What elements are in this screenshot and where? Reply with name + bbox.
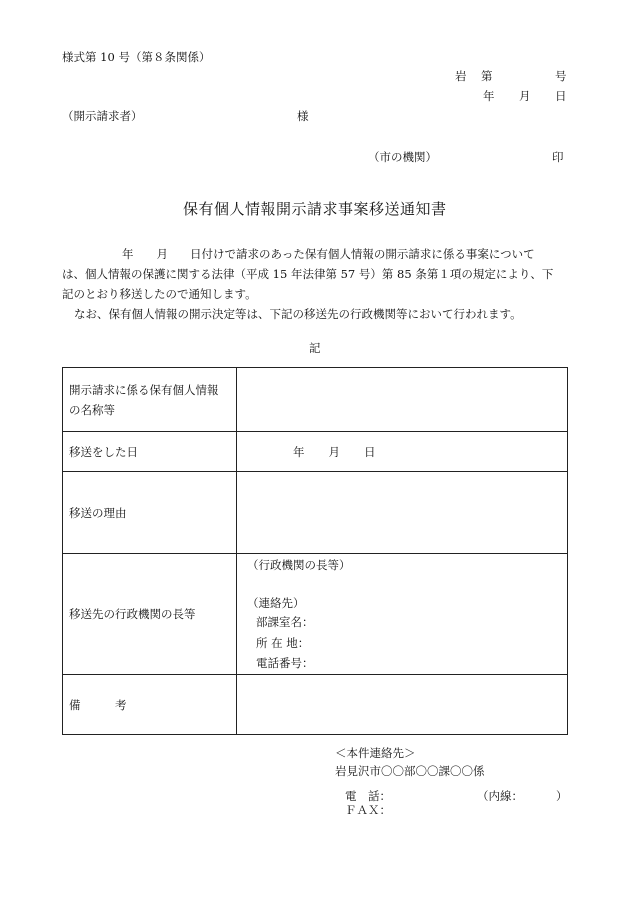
row-info-name: [63, 368, 568, 432]
body-line-1: 年 月 日付けで請求のあった保有個人情報の開示請求に係る事案について: [122, 247, 535, 261]
doc-number-office: 岩: [455, 69, 467, 83]
requester-suffix: 様: [297, 109, 309, 123]
contact-fax-label: ＦＡＸ：: [345, 803, 391, 817]
row-transfer-date: [63, 432, 568, 472]
contact-tel-label: 電 話：: [345, 789, 391, 803]
form-number: 様式第 10 号（第８条関係）: [62, 50, 211, 64]
destination-address: 所 在 地：: [256, 636, 310, 650]
body-line-2: は、個人情報の保護に関する法律（平成 15 年法律第 57 号）第 85 条第１項の規定により、下: [62, 267, 554, 281]
issuer-label: （市の機関）: [368, 150, 437, 164]
row-remarks: [63, 675, 568, 735]
transfer-details-table: [62, 367, 568, 735]
header-date-month: 月: [519, 89, 531, 103]
document-title: 保有個人情報開示請求事案移送通知書: [183, 200, 447, 218]
header-date-year: 年: [483, 89, 495, 103]
row-transfer-reason: [63, 472, 568, 554]
label-transfer-reason: 移送の理由: [63, 472, 237, 554]
contact-ext-label: （内線：: [477, 789, 523, 803]
header-date-day: 日: [555, 89, 567, 103]
destination-contact: （連絡先）: [247, 596, 305, 610]
contact-title: ＜本件連絡先＞: [335, 746, 416, 760]
value-transfer-date: 年 月 日: [237, 432, 568, 472]
destination-phone: 電話番号：: [256, 656, 314, 670]
label-remarks: 備 考: [63, 675, 237, 735]
value-destination: [237, 554, 568, 675]
label-transfer-date: 移送をした日: [63, 432, 237, 472]
value-info-name: [237, 368, 568, 432]
doc-number-go: 号: [555, 69, 567, 83]
issuer-seal: 印: [552, 150, 564, 164]
body-line-4: なお、保有個人情報の開示決定等は、下記の移送先の行政機関等において行われます。: [74, 307, 522, 321]
body-paragraph: [62, 244, 574, 324]
doc-number-dai: 第: [481, 69, 493, 83]
body-line-3: 記のとおり移送したので通知します。: [62, 287, 257, 301]
ki-label: 記: [309, 341, 321, 355]
destination-head: （行政機関の長等）: [247, 558, 351, 572]
contact-ext-close: ）: [556, 789, 568, 803]
label-info-name: 開示請求に係る保有個人情報 の名称等: [63, 368, 237, 432]
requester-label: （開示請求者）: [62, 109, 143, 123]
destination-dept: 部課室名：: [256, 615, 314, 629]
value-remarks: [237, 675, 568, 735]
label-destination: 移送先の行政機関の長等: [63, 554, 237, 675]
contact-dept: 岩見沢市〇〇部〇〇課〇〇係: [335, 764, 485, 778]
value-transfer-reason: [237, 472, 568, 554]
row-destination: [63, 554, 568, 675]
